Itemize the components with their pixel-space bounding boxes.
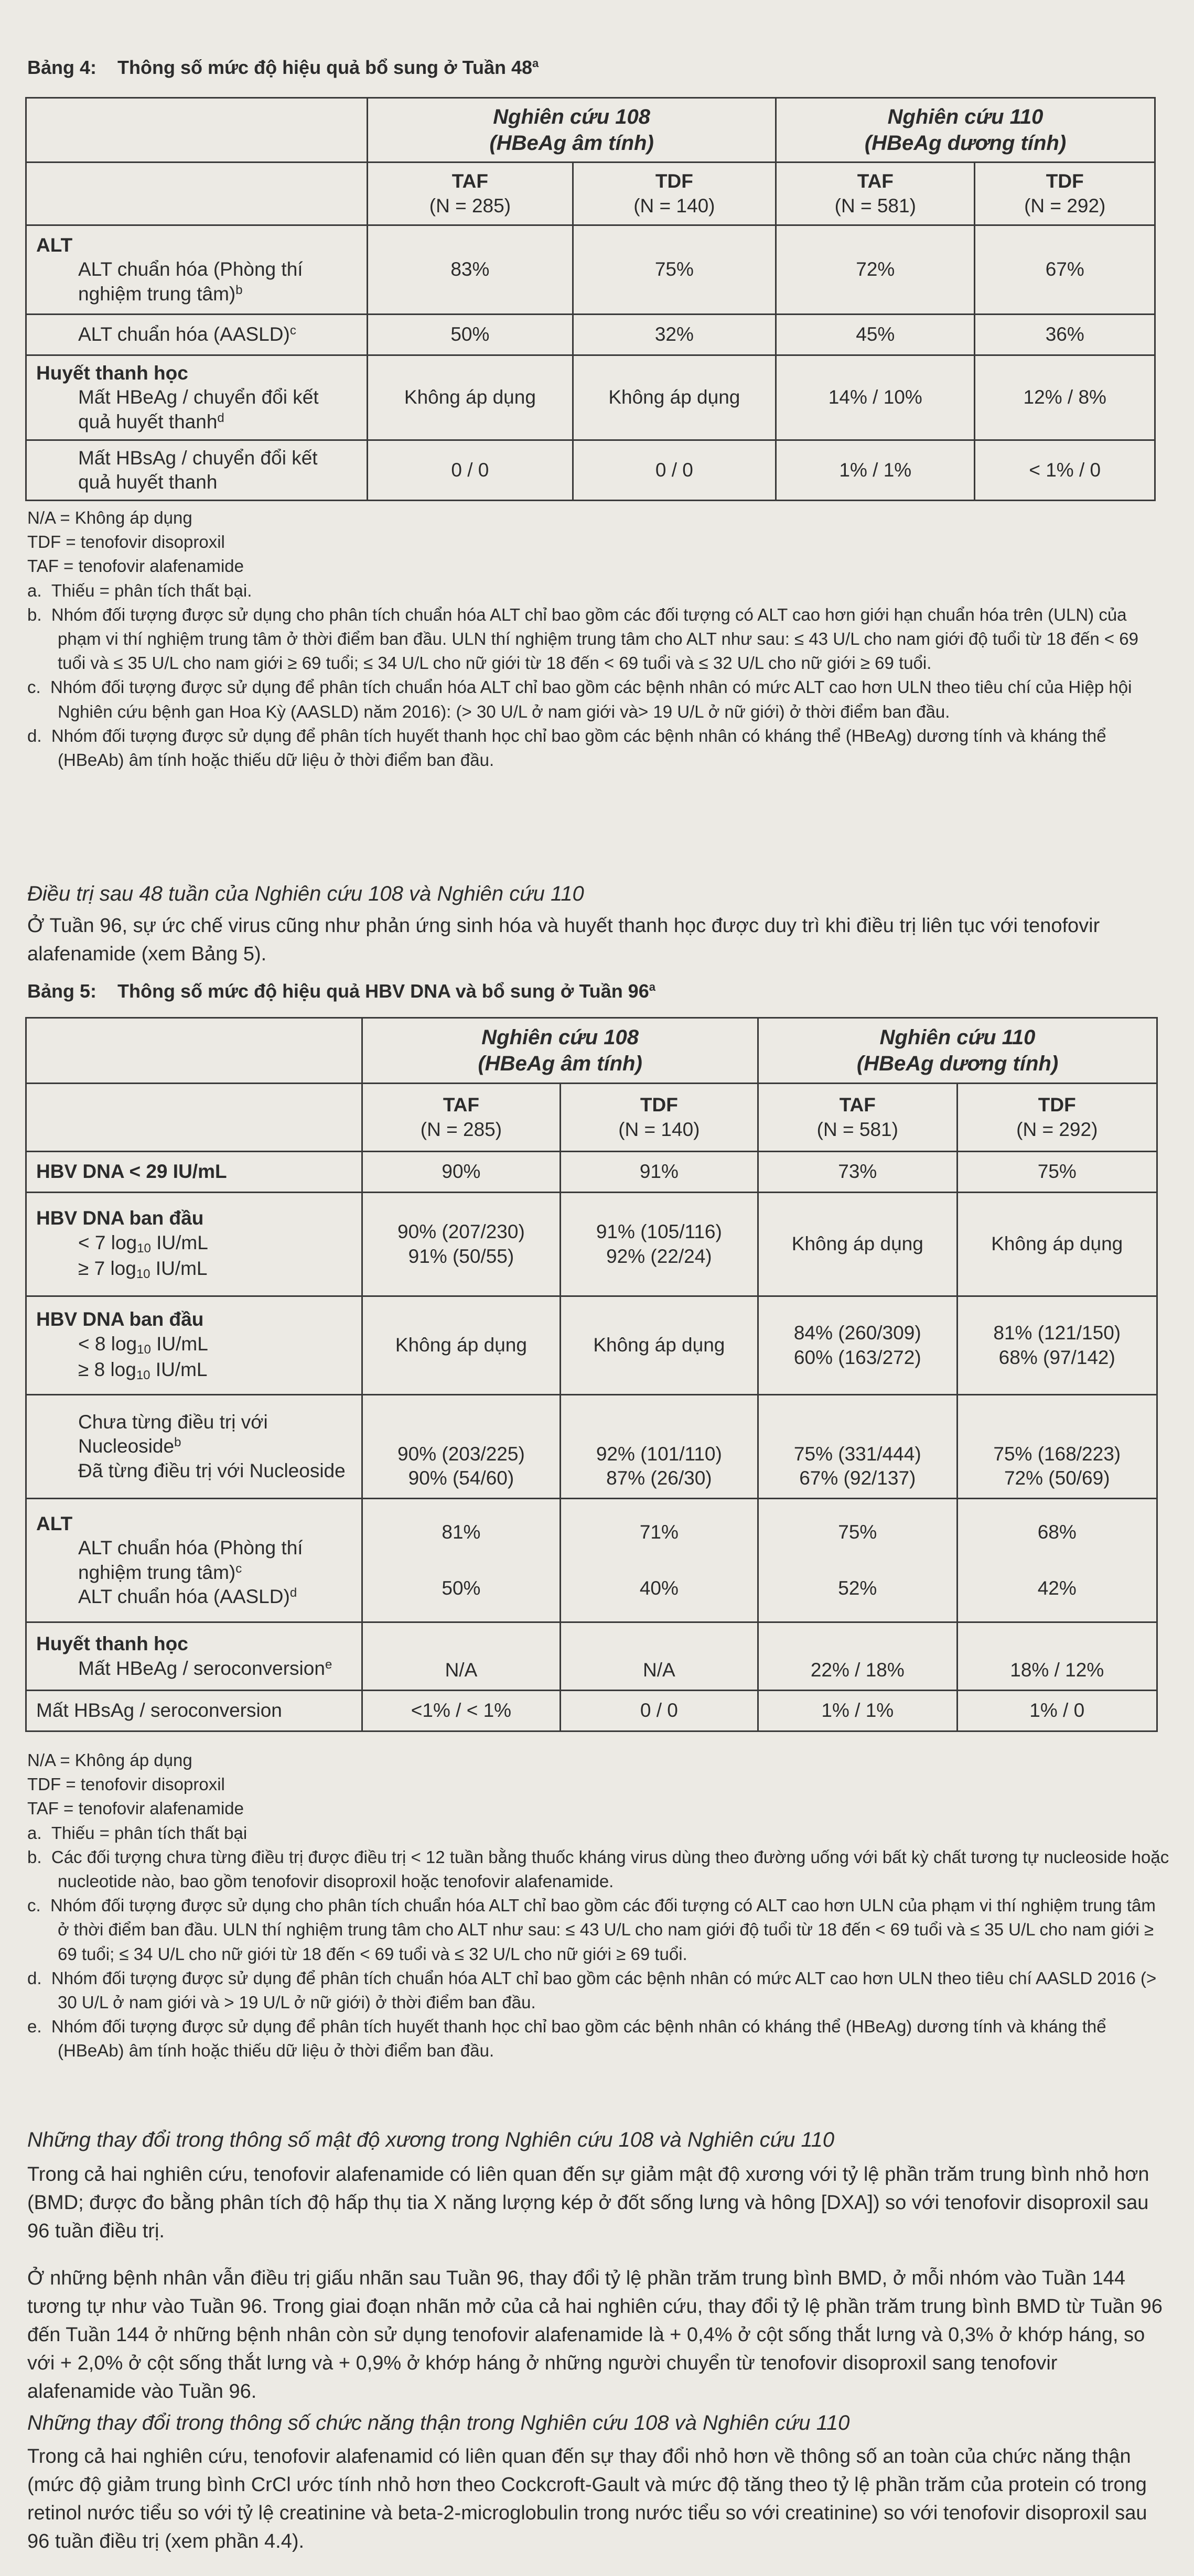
table5-row-baseline-8log: HBV DNA ban đầu < 8 log10 IU/mL ≥ 8 log10 IU/mL Không áp dụng Không áp dụng 84% (260/309) 60% (163/272) 81% (121/150) 68% (97/142) <box>26 1296 1157 1395</box>
table4-row-alt-aasld: ALT chuẩn hóa (AASLD)$^c$ 50% 32% 45% 36% <box>26 315 1155 355</box>
section-paragraph: Trong cả hai nghiên cứu, tenofovir alafenamide có liên quan đến sự giảm mật độ xương với tỷ lệ phần trăm trung bình nhỏ hơn (BMD; được đo bằng phân tích độ hấp thụ tia X năng lượng kép ở đốt sống lưng và hông [DXA]) so với tenofovir disoproxil sau 96 tuần điều trị. <box>27 2163 1149 2242</box>
table4-col-header: TAF (N = 581) <box>776 163 975 225</box>
table4-row-alt-central: ALT ALT chuẩn hóa (Phòng thí nghiệm trung tâm)$^b$ 83% 75% 72% 67% <box>26 225 1155 315</box>
table5-row-hbsag: Mất HBsAg / seroconversion <1% / < 1% 0 / 0 1% / 1% 1% / 0 <box>26 1691 1157 1731</box>
footnote: d. Nhóm đối tượng được sử dụng để phân tích huyết thanh học chỉ bao gồm các bệnh nhân có kháng thể (HBeAg) dương tính và kháng thể (HBeAb) âm tính hoặc thiếu dữ liệu ở thời điểm ban đầu. <box>27 726 1106 770</box>
section-paragraph: Ở Tuần 96, sự ức chế virus cũng như phản ứng sinh hóa và huyết thanh học được duy trì khi điều trị liên tục với tenofovir alafenamide (xem Bảng 5). <box>27 915 1100 965</box>
section-heading: Những thay đổi trong thông số mật độ xương trong Nghiên cứu 108 và Nghiên cứu 110 <box>27 2128 835 2151</box>
footnote: a. Thiếu = phân tích thất bại <box>27 1823 248 1843</box>
table4-row-hbsag: Mất HBsAg / chuyển đổi kết quả huyết thanh 0 / 0 0 / 0 1% / 1% < 1% / 0 <box>26 440 1155 501</box>
section-paragraph: Ở những bệnh nhân vẫn điều trị giấu nhãn sau Tuần 96, thay đổi tỷ lệ phần trăm trung bình BMD, ở mỗi nhóm vào Tuần 144 tương tự như vào Tuần 96. Trong giai đoạn nhãn mở của cả hai nghiên cứu, thay đổi tỷ lệ phần trăm trung bình BMD từ Tuần 96 đến Tuần 144 ở những bệnh nhân còn sử dụng tenofovir alafenamide là + 0,4% ở cột sống thắt lưng và 0,3% ở khớp háng, so với + 2,0% ở cột sống thắt lưng và + 0,9% ở khớp háng ở những người chuyển từ tenofovir disoproxil sang tenofovir alafenamide vào Tuần 96. <box>27 2267 1163 2402</box>
table5-corner <box>26 1018 362 1084</box>
footnote: c. Nhóm đối tượng được sử dụng để phân tích chuẩn hóa ALT chỉ bao gồm các bệnh nhân có mức ALT cao hơn ULN theo tiêu chí của Hiệp hội Nghiên cứu bệnh gan Hoa Kỳ (AASLD) năm 2016): (> 30 U/L ở nam giới và> 19 U/L ở nữ giới) ở thời điểm ban đầu. <box>27 677 1132 721</box>
footnote: a. Thiếu = phân tích thất bại. <box>27 580 252 600</box>
table4-col-header: TDF (N = 140) <box>573 163 776 225</box>
table5-footnotes: N/A = Không áp dụng TDF = tenofovir disoproxil TAF = tenofovir alafenamide a. Thiếu = phân tích thất bại b. Các đối tượng chưa từng điều trị được điều trị < 12 tuần bằng thuốc kháng virus dùng theo đường uống với bất kỳ chất tương tự nucleoside hoặc nucleotide nào, bao gồm tenofovir disoproxil hoặc tenofovir alafenamide. c. Nhóm đối tượng được sử dụng cho phân tích chuẩn hóa ALT chỉ bao gồm các đối tượng có ALT cao hơn ULN của phạm vi thí nghiệm trung tâm ở thời điểm ban đầu. ULN thí nghiệm trung tâm cho ALT như sau: ≤ 43 U/L cho nam giới độ tuổi từ 18 đến < 69 tuổi và ≤ 35 U/L cho nam giới ≥ 69 tuổi; ≤ 34 U/L cho nữ giới từ 18 đến < 69 tuổi và ≤ 32 U/L cho nữ giới ≥ 69 tuổi. d. Nhóm đối tượng được sử dụng để phân tích chuẩn hóa ALT chỉ bao gồm các bệnh nhân có mức ALT cao hơn ULN theo tiêu chí AASLD 2016 (> 30 U/L ở nam giới và > 19 U/L ở nữ giới) ở thời điểm ban đầu. e. Nhóm đối tượng được sử dụng để phân tích huyết thanh học chỉ bao gồm các bệnh nhân có kháng thể (HBeAg) dương tính và kháng thể (HBeAb) âm tính hoặc thiếu dữ liệu ở thời điểm ban đầu. <box>27 1748 1170 2063</box>
table5-row-nucleoside: Chưa từng điều trị với Nucleoside$^b$ Đã từng điều trị với Nucleoside 90% (203/225) 90% (54/60) 92% (101/110) 87% (26/30) 75% (331/444) 67% (92/137) 75% (168/223) 72% (50/69) <box>26 1395 1157 1499</box>
section-paragraph: Trong cả hai nghiên cứu, tenofovir alafenamid có liên quan đến sự thay đổi nhỏ hơn về thông số an toàn của chức năng thận (mức độ giảm trung bình CrCl ước tính nhỏ hơn theo Cockcroft-Gault và mức độ tăng theo tỷ lệ phần trăm của protein có trong retinol nước tiểu so với tỷ lệ creatinine và beta-2-microglobulin trong nước tiểu so với creatinine) so với tenofovir disoproxil sau 96 tuần điều trị (xem phần 4.4). <box>27 2445 1147 2552</box>
footnote: b. Các đối tượng chưa từng điều trị được điều trị < 12 tuần bằng thuốc kháng virus dùng theo đường uống với bất kỳ chất tương tự nucleoside hoặc nucleotide nào, bao gồm tenofovir disoproxil hoặc tenofovir alafenamide. <box>27 1847 1169 1891</box>
table4 <box>25 97 1156 501</box>
section-heading: Những thay đổi trong thông số chức năng thận trong Nghiên cứu 108 và Nghiên cứu 110 <box>27 2411 850 2434</box>
footnote: b. Nhóm đối tượng được sử dụng cho phân tích chuẩn hóa ALT chỉ bao gồm các đối tượng có ALT cao hơn giới hạn chuẩn hóa trên (ULN) của phạm vi thí nghiệm trung tâm ở thời điểm ban đầu. ULN thí nghiệm trung tâm cho ALT như sau: ≤ 43 U/L cho nam giới độ tuổi từ 18 đến < 69 tuổi và ≤ 35 U/L cho nam giới ≥ 69 tuổi; ≤ 34 U/L cho nữ giới từ 18 đến < 69 tuổi và ≤ 32 U/L cho nữ giới ≥ 69 tuổi. <box>27 604 1138 673</box>
table4-row-hbeag: Huyết thanh học Mất HBeAg / chuyển đổi kết quả huyết thanh$^d$ Không áp dụng Không áp dụng 14% / 10% 12% / 8% <box>26 355 1155 440</box>
table5-row-alt: ALT ALT chuẩn hóa (Phòng thí nghiệm trung tâm)$^c$ ALT chuẩn hóa (AASLD)$^d$ 81% 50% 71% 40% 75% 52% 68% 42% <box>26 1499 1157 1622</box>
table5-col-header: TDF (N = 140) <box>560 1084 758 1152</box>
section-heading: Điều trị sau 48 tuần của Nghiên cứu 108 và Nghiên cứu 110 <box>27 882 584 905</box>
table4-study108-header: Nghiên cứu 108 (HBeAg âm tính) <box>368 98 776 163</box>
footnote: d. Nhóm đối tượng được sử dụng để phân tích chuẩn hóa ALT chỉ bao gồm các bệnh nhân có mức ALT cao hơn ULN theo tiêu chí AASLD 2016 (> 30 U/L ở nam giới và > 19 U/L ở nữ giới) ở thời điểm ban đầu. <box>27 1968 1157 2012</box>
footnote: e. Nhóm đối tượng được sử dụng để phân tích huyết thanh học chỉ bao gồm các bệnh nhân có kháng thể (HBeAg) dương tính và kháng thể (HBeAb) âm tính hoặc thiếu dữ liệu ở thời điểm ban đầu. <box>27 2017 1106 2061</box>
table5-study110-header: Nghiên cứu 110 (HBeAg dương tính) <box>758 1018 1157 1084</box>
footnote: c. Nhóm đối tượng được sử dụng cho phân tích chuẩn hóa ALT chỉ bao gồm các đối tượng có ALT cao hơn ULN của phạm vi thí nghiệm trung tâm ở thời điểm ban đầu. ULN thí nghiệm trung tâm cho ALT như sau: ≤ 43 U/L cho nam giới độ tuổi từ 18 đến < 69 tuổi và ≤ 35 U/L cho nam giới ≥ 69 tuổi; ≤ 34 U/L cho nữ giới từ 18 đến < 69 tuổi và ≤ 32 U/L cho nữ giới ≥ 69 tuổi. <box>27 1896 1156 1964</box>
table5-row-hbv29: HBV DNA < 29 IU/mL 90% 91% 73% 75% <box>26 1152 1157 1193</box>
table5-study108-header: Nghiên cứu 108 (HBeAg âm tính) <box>362 1018 758 1084</box>
table5-caption: Bảng 5: Thông số mức độ hiệu quả HBV DNA và bổ sung ở Tuần 96$^a$ <box>27 980 655 1002</box>
table5-col-header: TAF (N = 285) <box>362 1084 560 1152</box>
table4-corner <box>26 98 368 163</box>
table4-corner-2 <box>26 163 368 225</box>
table4-caption: Bảng 4: Thông số mức độ hiệu quả bổ sung ở Tuần 48$^a$ <box>27 57 539 78</box>
table4-col-header: TAF (N = 285) <box>368 163 573 225</box>
table5-col-header: TAF (N = 581) <box>758 1084 957 1152</box>
table5 <box>25 1017 1158 1732</box>
table5-row-baseline-7log: HBV DNA ban đầu < 7 log10 IU/mL ≥ 7 log10 IU/mL 90% (207/230) 91% (50/55) 91% (105/116) 92% (22/24) Không áp dụng Không áp dụng <box>26 1193 1157 1296</box>
table5-corner-2 <box>26 1084 362 1152</box>
table4-col-header: TDF (N = 292) <box>975 163 1155 225</box>
table5-row-hbeag: Huyết thanh học Mất HBeAg / seroconversion$^e$ N/A N/A 22% / 18% 18% / 12% <box>26 1622 1157 1691</box>
table4-footnotes: N/A = Không áp dụng TDF = tenofovir disoproxil TAF = tenofovir alafenamide a. Thiếu = phân tích thất bại. b. Nhóm đối tượng được sử dụng cho phân tích chuẩn hóa ALT chỉ bao gồm các đối tượng có ALT cao hơn giới hạn chuẩn hóa trên (ULN) của phạm vi thí nghiệm trung tâm ở thời điểm ban đầu. ULN thí nghiệm trung tâm cho ALT như sau: ≤ 43 U/L cho nam giới độ tuổi từ 18 đến < 69 tuổi và ≤ 35 U/L cho nam giới ≥ 69 tuổi; ≤ 34 U/L cho nữ giới từ 18 đến < 69 tuổi và ≤ 32 U/L cho nữ giới ≥ 69 tuổi. c. Nhóm đối tượng được sử dụng để phân tích chuẩn hóa ALT chỉ bao gồm các bệnh nhân có mức ALT cao hơn ULN theo tiêu chí của Hiệp hội Nghiên cứu bệnh gan Hoa Kỳ (AASLD) năm 2016): (> 30 U/L ở nam giới và> 19 U/L ở nữ giới) ở thời điểm ban đầu. d. Nhóm đối tượng được sử dụng để phân tích huyết thanh học chỉ bao gồm các bệnh nhân có kháng thể (HBeAg) dương tính và kháng thể (HBeAb) âm tính hoặc thiếu dữ liệu ở thời điểm ban đầu. <box>27 506 1170 772</box>
table4-study110-header: Nghiên cứu 110 (HBeAg dương tính) <box>776 98 1155 163</box>
table5-col-header: TDF (N = 292) <box>957 1084 1157 1152</box>
